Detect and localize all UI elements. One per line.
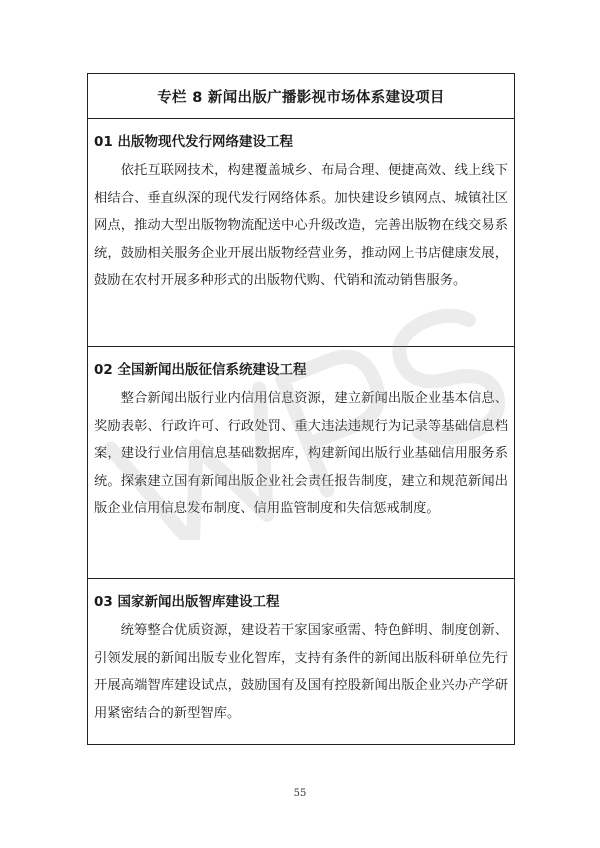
project-box: [87, 73, 515, 745]
section-body: 依托互联网技术，构建覆盖城乡、布局合理、便捷高效、线上线下相结合、垂直纵深的现代发行网络体系。加快建设乡镇网点、城镇社区网点，推动大型出版物物流配送中心升级改造，完善出版物在线交易系统，鼓励相关服务企业开展出版物经营业务，推动网上书店健康发展，鼓励在农村开展多种形式的出版物代购、代销和流动销售服务。: [94, 163, 508, 288]
section-body: 整合新闻出版行业内信用信息资源，建立新闻出版企业基本信息、奖励表彰、行政许可、行政处罚、重大违法违规行为记录等基础信息档案，建设行业信用信息基础数据库，构建新闻出版行业基础信用服务系统。探索建立国有新闻出版企业社会责任报告制度，建立和规范新闻出版企业信用信息发布制度、信用监管制度和失信惩戒制度。: [94, 391, 508, 516]
section-body: 统筹整合优质资源，建设若干家国家亟需、特色鲜明、制度创新、引领发展的新闻出版专业化智库，支持有条件的新闻出版科研单位先行开展高端智库建设试点，鼓励国有及国有控股新闻出版企业兴办产学研用紧密结合的新型智库。: [94, 623, 508, 721]
box-title: 专栏 8 新闻出版广播影视市场体系建设项目: [88, 74, 514, 119]
section-credit-system: [88, 347, 514, 579]
section-heading: 01 出版物现代发行网络建设工程: [94, 134, 293, 150]
section-think-tank: [88, 579, 514, 744]
section-heading: 02 全国新闻出版征信系统建设工程: [94, 362, 307, 378]
section-heading: 03 国家新闻出版智库建设工程: [94, 594, 280, 610]
page-number: 55: [293, 788, 307, 799]
section-publication-distribution: [88, 119, 514, 347]
